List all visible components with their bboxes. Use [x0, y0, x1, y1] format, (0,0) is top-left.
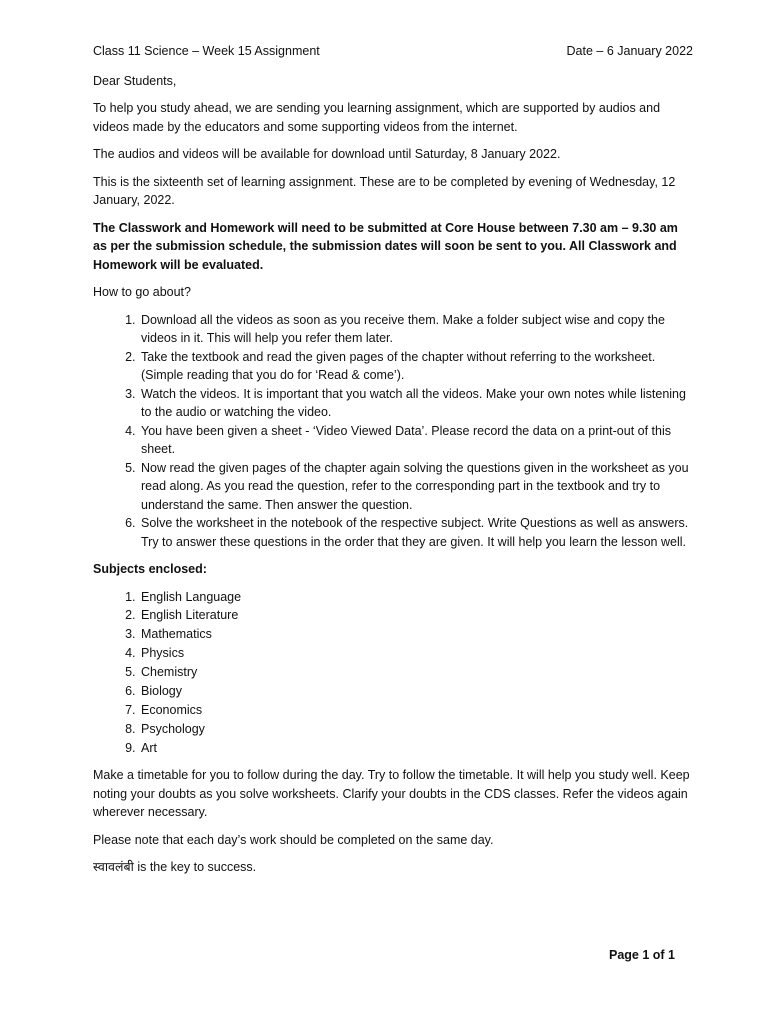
intro-paragraph: To help you study ahead, we are sending you learning assignment, which are supported by audios and videos made by the educators and some supporting videos from the internet. — [93, 101, 661, 134]
step-item: 1. Download all the videos as soon as you receive them. Make a folder subject wise and copy the videos in it. This will help you refer them later. — [139, 311, 693, 348]
steps-list — [93, 311, 693, 552]
subject-item: 6. Biology — [139, 682, 693, 701]
subject-item: 3. Mathematics — [139, 625, 693, 644]
assignment-date: Date – 6 January 2022 — [566, 44, 693, 58]
step-item: 5. Now read the given pages of the chapter again solving the questions given in the worksheet as you read along. As you read the question, refer to the corresponding part in the textbook and try to understand the same. Then answer the question. — [139, 459, 693, 515]
step-item: 2. Take the textbook and read the given pages of the chapter without referring to the worksheet. (Simple reading that you do for ‘Read & come’). — [139, 348, 693, 385]
step-item: 3. Watch the videos. It is important that you watch all the videos. Make your own notes while listening to the audio or watching the video. — [139, 385, 693, 422]
subject-item: 8. Psychology — [139, 720, 693, 739]
subjects-list — [93, 588, 693, 758]
how-to-heading: How to go about? — [93, 285, 191, 299]
document-header — [93, 42, 693, 61]
subject-item: 9. Art — [139, 739, 693, 758]
subject-item: 5. Chemistry — [139, 663, 693, 682]
submission-notice: The Classwork and Homework will need to be submitted at Core House between 7.30 am – 9.30 am as per the submission schedule, the submission dates will soon be sent to you. All Classwork and Homework will be evaluated. — [93, 220, 678, 272]
assignment-title: Class 11 Science – Week 15 Assignment — [93, 44, 320, 58]
subjects-heading: Subjects enclosed: — [93, 562, 207, 576]
document-page — [93, 42, 693, 886]
same-day-note: Please note that each day’s work should be completed on the same day. — [93, 832, 494, 847]
timetable-paragraph: Make a timetable for you to follow during the day. Try to follow the timetable. It will help you study well. Keep noting your doubts as you solve worksheets. Clarify your doubts in the CDS classes. Refer the videos again wherever necessary. — [93, 768, 690, 820]
completion-deadline-paragraph: This is the sixteenth set of learning assignment. These are to be completed by evening of Wednesday, 12 January, 2022. — [93, 174, 676, 207]
subject-item: 2. English Literature — [139, 606, 693, 625]
step-item: 6. Solve the worksheet in the notebook of the respective subject. Write Questions as well as answers. Try to answer these questions in the order that they are given. It will help you learn the lesson well. — [139, 514, 693, 551]
subject-item: 7. Economics — [139, 701, 693, 720]
closing-line: स्वावलंबी is the key to success. — [93, 860, 257, 875]
page-number: Page 1 of 1 — [609, 948, 675, 962]
step-item: 4. You have been given a sheet - ‘Video Viewed Data’. Please record the data on a print-out of this sheet. — [139, 422, 693, 459]
subject-item: 4. Physics — [139, 644, 693, 663]
subject-item: 1. English Language — [139, 588, 693, 607]
greeting: Dear Students, — [93, 73, 177, 88]
download-deadline-paragraph: The audios and videos will be available for download until Saturday, 8 January 2022. — [93, 147, 561, 161]
